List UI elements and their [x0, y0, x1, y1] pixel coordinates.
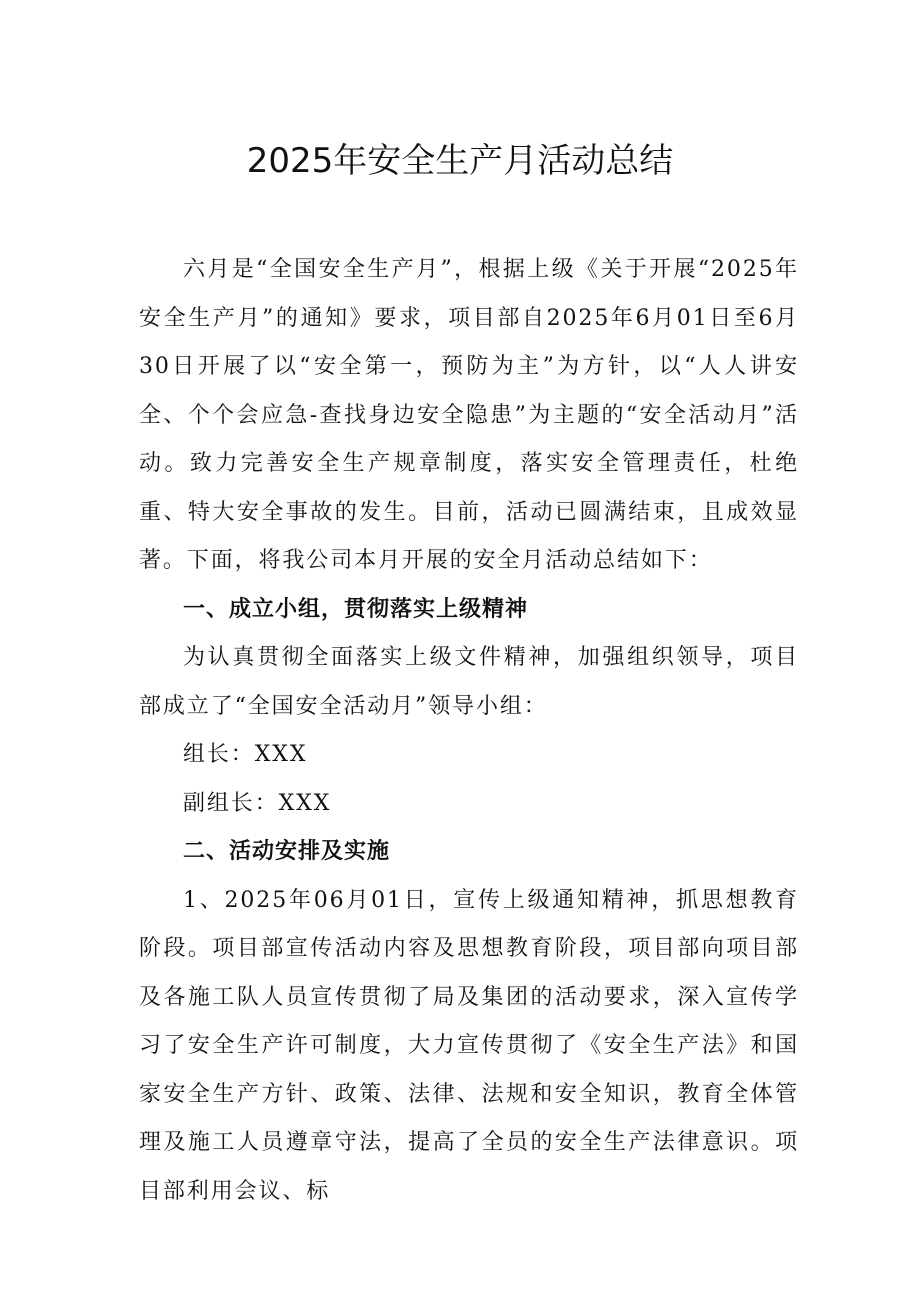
- document-title: 2025年安全生产月活动总结: [246, 141, 674, 181]
- intro-paragraph: 六月是“全国安全生产月”，根据上级《关于开展“2025年安全生产月”的通知》要求，项目部自2025年6月01日至6月30日开展了以“安全第一，预防为主”为方针，以“人人讲安全、个个会应急-查找身边安全隐患”为主题的“安全活动月”活动。致力完善安全生产规章制度，落实安全管理责任，杜绝重、特大安全事故的发生。目前，活动已圆满结束，且成效显著。下面，将我公司本月开展的安全月活动总结如下：: [139, 257, 799, 573]
- section2-heading: 二、活动安排及实施: [183, 839, 391, 864]
- section2-paragraph: 1、2025年06月01日，宣传上级通知精神，抓思想教育阶段。项目部宣传活动内容及思想教育阶段，项目部向项目部及各施工队人员宣传贯彻了局及集团的活动要求，深入宣传学习了安全生产许可制度，大力宣传贯彻了《安全生产法》和国家安全生产方针、政策、法律、法规和安全知识，教育全体管理及施工人员遵章守法，提高了全员的安全生产法律意识。项目部利用会议、标: [139, 887, 799, 1204]
- leader-line: 组长：XXX: [183, 742, 308, 767]
- deputy-leader-line: 副组长：XXX: [183, 790, 332, 816]
- section1-heading: 一、成立小组，贯彻落实上级精神: [183, 596, 529, 622]
- section1-paragraph: 为认真贯彻全面落实上级文件精神，加强组织领导，项目部成立了“全国安全活动月”领导小组：: [139, 645, 799, 719]
- document-body: [139, 246, 799, 1216]
